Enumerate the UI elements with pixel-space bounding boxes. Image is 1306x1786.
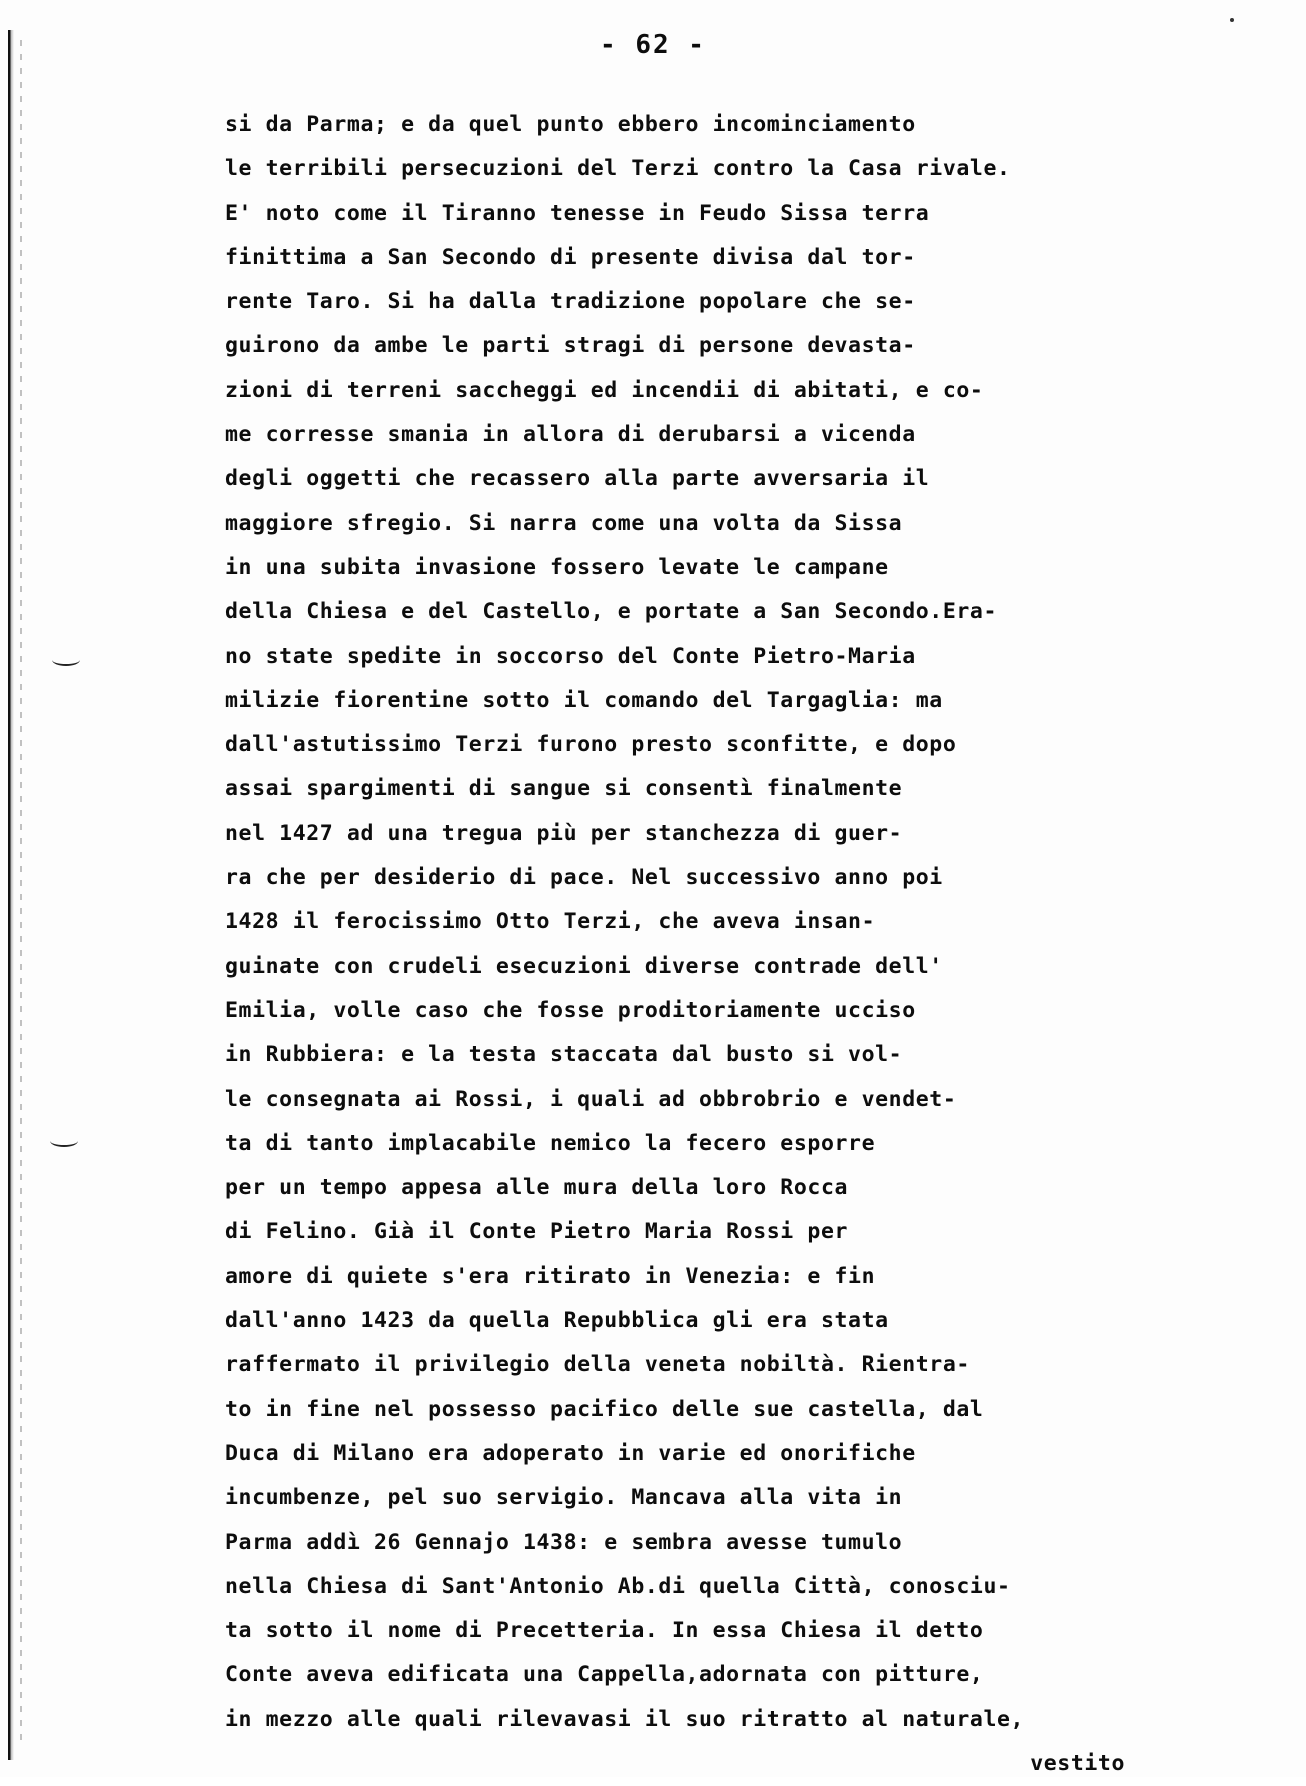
text-line: finittima a San Secondo di presente divisa dal tor- bbox=[225, 244, 916, 270]
text-line: ta di tanto implacabile nemico la fecero esporre bbox=[225, 1130, 876, 1156]
text-line: in Rubbiera: e la testa staccata dal busto si vol- bbox=[225, 1042, 903, 1068]
text-line: guinate con crudeli esecuzioni diverse contrade dell' bbox=[225, 953, 943, 979]
scan-speck bbox=[1230, 18, 1234, 22]
text-line: guirono da ambe le parti stragi di persone devasta- bbox=[225, 333, 916, 359]
text-line: le terribili persecuzioni del Terzi contro la Casa rivale. bbox=[225, 156, 1011, 182]
text-line: in una subita invasione fossero levate le campane bbox=[225, 554, 889, 580]
text-line: si da Parma; e da quel punto ebbero incominciamento bbox=[225, 112, 916, 137]
text-line: milizie fiorentine sotto il comando del Targaglia: ma bbox=[225, 687, 943, 713]
text-line: Parma addì 26 Gennajo 1438: e sembra avesse tumulo bbox=[225, 1529, 903, 1555]
text-line: in mezzo alle quali rilevavasi il suo ritratto al naturale, bbox=[225, 1706, 1025, 1732]
text-line: per un tempo appesa alle mura della loro Rocca bbox=[225, 1175, 849, 1201]
text-line: no state spedite in soccorso del Conte Pietro-Maria bbox=[225, 643, 916, 669]
text-line: dall'astutissimo Terzi furono presto sconfitte, e dopo bbox=[225, 732, 957, 758]
page-number: - 62 - bbox=[600, 30, 706, 60]
text-line: degli oggetti che recassero alla parte avversaria il bbox=[225, 466, 930, 492]
text-line: nella Chiesa di Sant'Antonio Ab.di quella Città, conosciu- bbox=[225, 1573, 1011, 1599]
text-line: to in fine nel possesso pacifico delle sue castella, dal bbox=[225, 1396, 984, 1422]
catchword: vestito bbox=[1030, 1750, 1125, 1776]
text-line: rente Taro. Si ha dalla tradizione popolare che se- bbox=[225, 289, 916, 315]
body-text bbox=[225, 103, 1265, 1786]
scan-binding-shadow bbox=[20, 40, 22, 1740]
text-line: ra che per desiderio di pace. Nel successivo anno poi bbox=[225, 865, 943, 891]
text-line: maggiore sfregio. Si narra come una volta da Sissa bbox=[225, 510, 903, 536]
text-line: le consegnata ai Rossi, i quali ad obbrobrio e vendet- bbox=[225, 1086, 957, 1112]
text-line: dall'anno 1423 da quella Repubblica gli era stata bbox=[225, 1308, 889, 1334]
text-line: me corresse smania in allora di derubarsi a vicenda bbox=[225, 422, 916, 448]
text-line: zioni di terreni saccheggi ed incendii di abitati, e co- bbox=[225, 377, 984, 403]
text-line: della Chiesa e del Castello, e portate a San Secondo.Era- bbox=[225, 599, 998, 625]
margin-mark bbox=[52, 654, 80, 666]
text-line: incumbenze, pel suo servigio. Mancava alla vita in bbox=[225, 1485, 903, 1511]
text-line: di Felino. Già il Conte Pietro Maria Rossi per bbox=[225, 1219, 849, 1245]
text-line: E' noto come il Tiranno tenesse in Feudo Sissa terra bbox=[225, 200, 930, 226]
scan-binding-edge bbox=[8, 30, 14, 1760]
text-line: raffermato il privilegio della veneta nobiltà. Rientra- bbox=[225, 1352, 970, 1378]
text-line: amore di quiete s'era ritirato in Venezia: e fin bbox=[225, 1263, 876, 1289]
text-line: ta sotto il nome di Precetteria. In essa Chiesa il detto bbox=[225, 1618, 984, 1644]
text-line: Duca di Milano era adoperato in varie ed onorifiche bbox=[225, 1440, 916, 1466]
text-line: Conte aveva edificata una Cappella,adornata con pitture, bbox=[225, 1662, 984, 1688]
text-line: nel 1427 ad una tregua più per stanchezza di guer- bbox=[225, 820, 903, 846]
text-line: assai spargimenti di sangue si consentì finalmente bbox=[225, 776, 903, 802]
text-line: 1428 il ferocissimo Otto Terzi, che aveva insan- bbox=[225, 909, 876, 935]
margin-mark bbox=[50, 1135, 78, 1147]
text-line: Emilia, volle caso che fosse proditoriamente ucciso bbox=[225, 997, 916, 1023]
